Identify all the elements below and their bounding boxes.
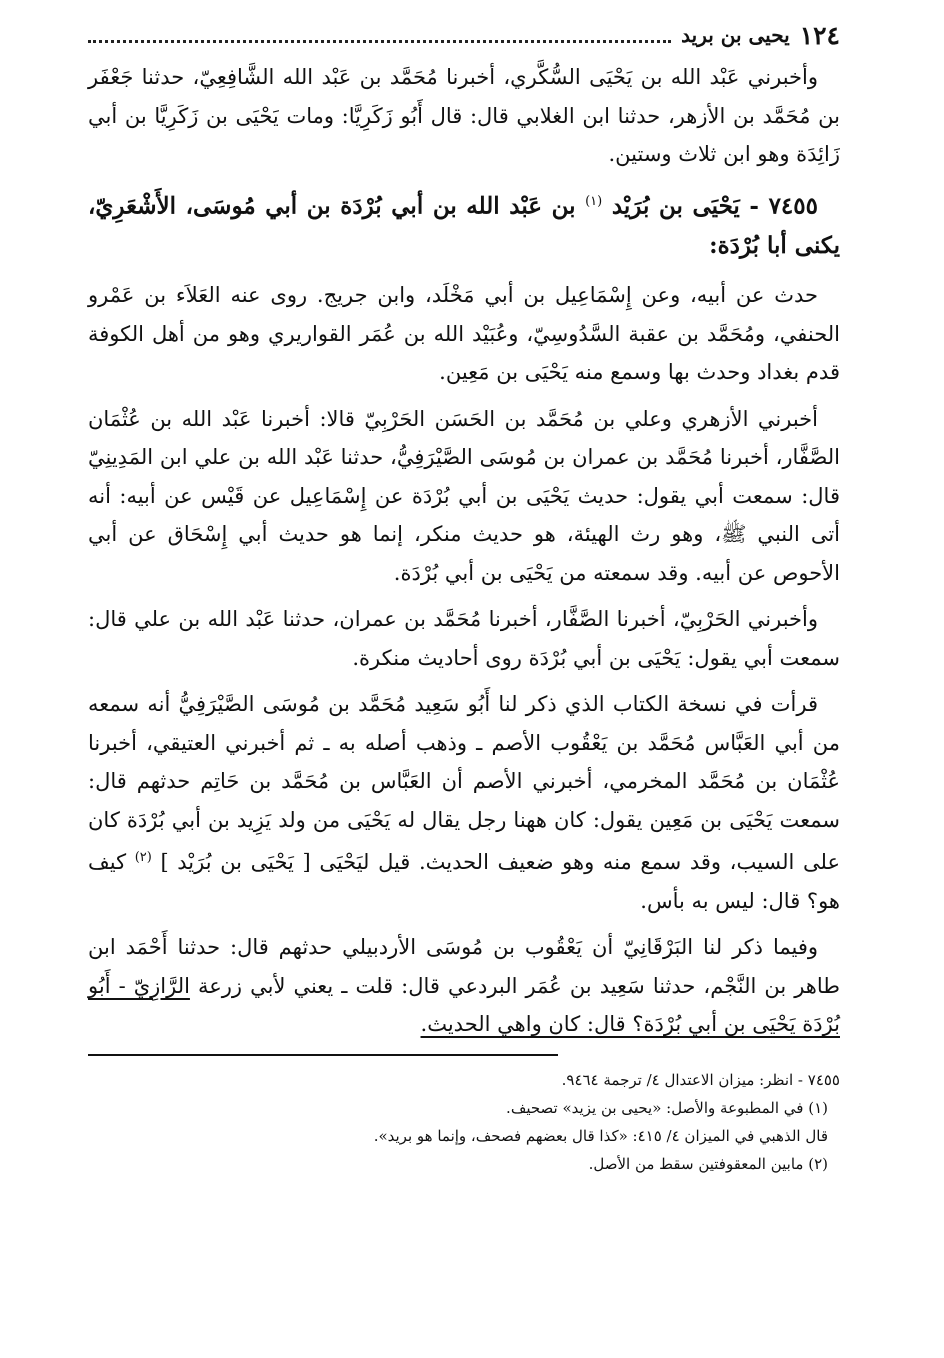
paragraph-6-text: وفيما ذكر لنا البَرْقَانِيّ أن يَعْقُوب بن مُوسَى الأردبيلي حدثهم قال: حدثنا أَحْمَد ابن طاهر بن النَّجْم، حدثنا سَعِيد بن عُمَر البردعي قال: قلت ـ يعني لأبي زرعة — [88, 935, 840, 998]
footnote-1: (١) في المطبوعة والأصل: «يحيى بن يزيد» تصحيف. — [506, 1098, 828, 1117]
paragraph-2: حدث عن أبيه، وعن إِسْمَاعِيل بن أبي مَخْلَد، وابن جريج. روى عنه العَلاَء بن عَمْرو الحنفي، ومُحَمَّد بن عقبة السَّدُوسِيّ، وعُبَيْد الله بن عُمَر القواريري وهو من أهل الكوفة قدم بغداد وحدث بها وسمع منه يَحْيَى بن مَعِين. — [88, 283, 840, 385]
paragraph-6 — [88, 928, 840, 1044]
page-header — [88, 18, 840, 52]
running-title: يحيى بن بريد — [681, 23, 790, 47]
entry-title-rest: بن عَبْد الله بن أبي بُرْدَة بن أبي مُوسَى، الأَشْعَرِيّ، يكنى أبا بُرْدَة: — [88, 192, 840, 260]
paragraph-5-text: قرأت في نسخة الكتاب الذي ذكر لنا أَبُو سَعِيد مُحَمَّد بن مُوسَى الصَّيْرَفِيُّ أنه سمعه من أبي العَبَّاس مُحَمَّد بن يَعْقُوب الأصم ـ وذهب أصله به ـ ثم أخبرني العتيقي، أخبرنا عُثْمَان بن مُحَمَّد المخرمي، أخبرني الأصم أن العَبَّاس بن مُحَمَّد بن حَاتِم حدثهم قال: سمعت يَحْيَى بن مَعِين يقول: كان ههنا رجل يقال له يَحْيَى من ولد يَزِيد بن أبي بُرْدَة كان على السيب، وقد سمع منه وهو ضعيف الحديث. قيل ليَحْيَى [ يَحْيَى بن بُرَيْد ] — [88, 692, 840, 875]
footnote-ref-1[interactable]: (١) — [585, 193, 603, 209]
entry-heading — [88, 182, 840, 267]
footnote-entry-ref: ٧٤٥٥ - انظر: ميزان الاعتدال ٤/ ترجمة ٩٤٦٤. — [561, 1070, 840, 1089]
paragraph-6-underlined: الرَّازِيّ - أَبُو بُرْدَة يَحْيَى بن أبي بُرْدَة؟ قال: كان واهي الحديث. — [88, 973, 840, 1037]
footnote-separator — [88, 1054, 558, 1056]
page-number: ١٢٤ — [799, 20, 840, 50]
footnotes — [88, 1066, 840, 1178]
footnote-2: (٢) مابين المعقوفتين سقط من الأصل. — [588, 1154, 828, 1173]
paragraph-5 — [88, 685, 840, 920]
header-leader-dots — [88, 28, 671, 43]
page-content — [88, 18, 840, 1178]
paragraph-5-tail: كيف هو؟ قال: ليس به بأس. — [88, 850, 840, 913]
paragraph-3: أخبرني الأزهري وعلي بن مُحَمَّد بن الحَسَن الحَرْبِيّ قالا: أخبرنا عَبْد الله بن عُثْمَان الصَّفَّار، أخبرنا مُحَمَّد بن عمران بن مُوسَى الصَّيْرَفِيُّ، حدثنا عَبْد الله بن علي ابن المَدِينِيّ قال: سمعت أبي يقول: حديث يَحْيَى بن أبي بُرْدَة عن إِسْمَاعِيل عن قَيْس عن أبيه: أنه أتى النبي ﷺ، وهو رث الهيئة، هو حديث منكر، إنما هو حديث أبي إِسْحَاق عن أبي الأحوص عن أبيه. وقد سمعته من يَحْيَى بن أبي بُرْدَة. — [88, 406, 840, 585]
footnote-separator-wrap — [88, 1044, 840, 1066]
paragraph-1: وأخبرني عَبْد الله بن يَحْيَى السُّكَّري، أخبرنا مُحَمَّد بن عَبْد الله الشَّافِعِيّ، حدثنا جَعْفَر بن مُحَمَّد بن الأزهر، حدثنا ابن الغلابي قال: قال أَبُو زَكَرِيَّا: ومات يَحْيَى بن زَكَرِيَّا بن أبي زَائِدَة وهو ابن ثلاث وستين. — [88, 65, 840, 166]
entry-title-start: ٧٤٥٥ - يَحْيَى بن بُرَيْد — [611, 192, 818, 220]
paragraph-4: وأخبرني الحَرْبِيّ، أخبرنا الصَّفَّار، أخبرنا مُحَمَّد بن عمران، حدثنا عَبْد الله بن علي قال: سمعت أبي يقول: يَحْيَى بن أبي بُرْدَة روى أحاديث منكرة. — [88, 607, 840, 670]
footnote-1-continued: قال الذهبي في الميزان ٤/ ٤١٥: «كذا قال بعضهم فصحف، وإنما هو بريد». — [373, 1126, 828, 1145]
footnote-ref-2[interactable]: (٢) — [134, 850, 152, 866]
